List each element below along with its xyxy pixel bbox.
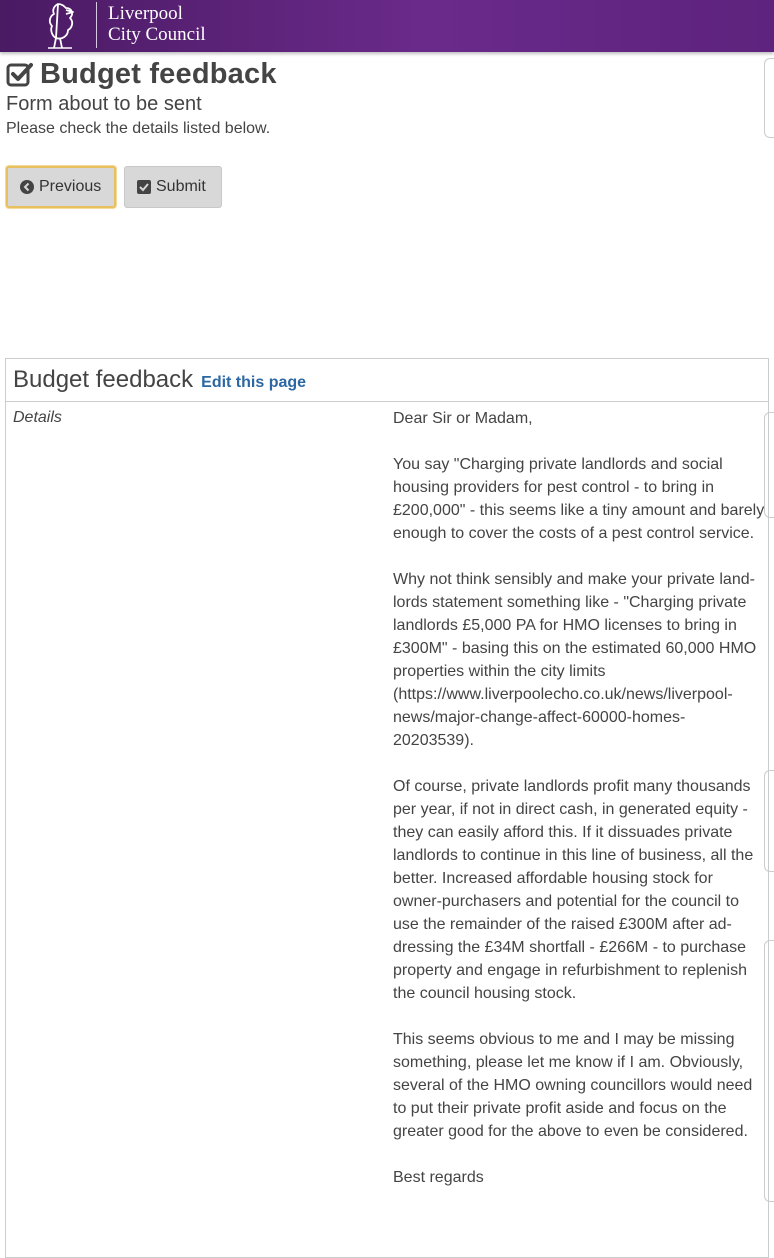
- check-square-icon: [6, 61, 34, 89]
- page-heading: Budget feedback: [40, 58, 277, 90]
- arrow-circle-left-icon: [20, 180, 34, 194]
- site-header: [0, 0, 774, 52]
- letter-paragraph: Dear Sir or Madam,: [393, 410, 533, 427]
- page-instruction: Please check the details listed below.: [6, 120, 271, 137]
- previous-button-label: Previous: [39, 178, 102, 195]
- check-square-icon: [137, 180, 151, 194]
- letter-paragraph: You say "Charging private landlords and social housing providers for pest control - to bring in £200,000" - this seems like a tiny amount and barely enough to cover the costs of a pest control service.: [393, 456, 765, 542]
- edit-page-link[interactable]: Edit this page: [201, 374, 307, 391]
- org-name-line2: City Council: [108, 24, 206, 45]
- summary-panel: [5, 358, 769, 1258]
- side-scroll-handle[interactable]: [764, 58, 774, 138]
- site-logo-text[interactable]: [108, 3, 206, 45]
- summary-header: [6, 359, 768, 402]
- summary-heading: Budget feedback: [13, 366, 194, 393]
- org-name-line1: Liverpool: [108, 3, 183, 24]
- page-title: [6, 58, 277, 91]
- submit-button-label: Submit: [156, 178, 206, 195]
- letter-paragraph: This seems obvious to me and I may be missing something, please let me know if I am. Obviously, several of the HMO owning councillors would need to put their private profit aside and focus on the greater good for the above to even be considered.: [393, 1031, 753, 1140]
- letter-paragraph: Of course, private landlords profit many thousands per year, if not in direct cash, in generated equity - they can easily afford this. If it dissuades private landlords to continue in this line of business, all the better. Increased affordable housing stock for owner-purchasers and potential for the council to use the remainder of the raised £300M after addressing the £34M shortfall - £266M - to purchase property and engage in refurbishment to replenish the council housing stock.: [393, 778, 754, 1002]
- submit-button[interactable]: [124, 166, 222, 208]
- details-field-value: [393, 407, 765, 1212]
- page-subtitle: Form about to be sent: [6, 93, 202, 115]
- logo-divider: [96, 2, 97, 48]
- letter-paragraph: Why not think sensibly and make your private landlords statement something like - "Charging private landlords £5,000 PA for HMO licenses to bring in £300M" - basing this on the estimated 60,000 HMO properties within the city limits (https://www.liverpoolecho.co.uk/news/liverpool-news/major-change-affect-60000-homes-20203539).: [393, 571, 757, 749]
- previous-button[interactable]: [6, 166, 116, 208]
- liver-bird-icon[interactable]: [40, 0, 80, 52]
- letter-paragraph: Best regards: [393, 1169, 484, 1186]
- details-field-label: Details: [13, 409, 62, 426]
